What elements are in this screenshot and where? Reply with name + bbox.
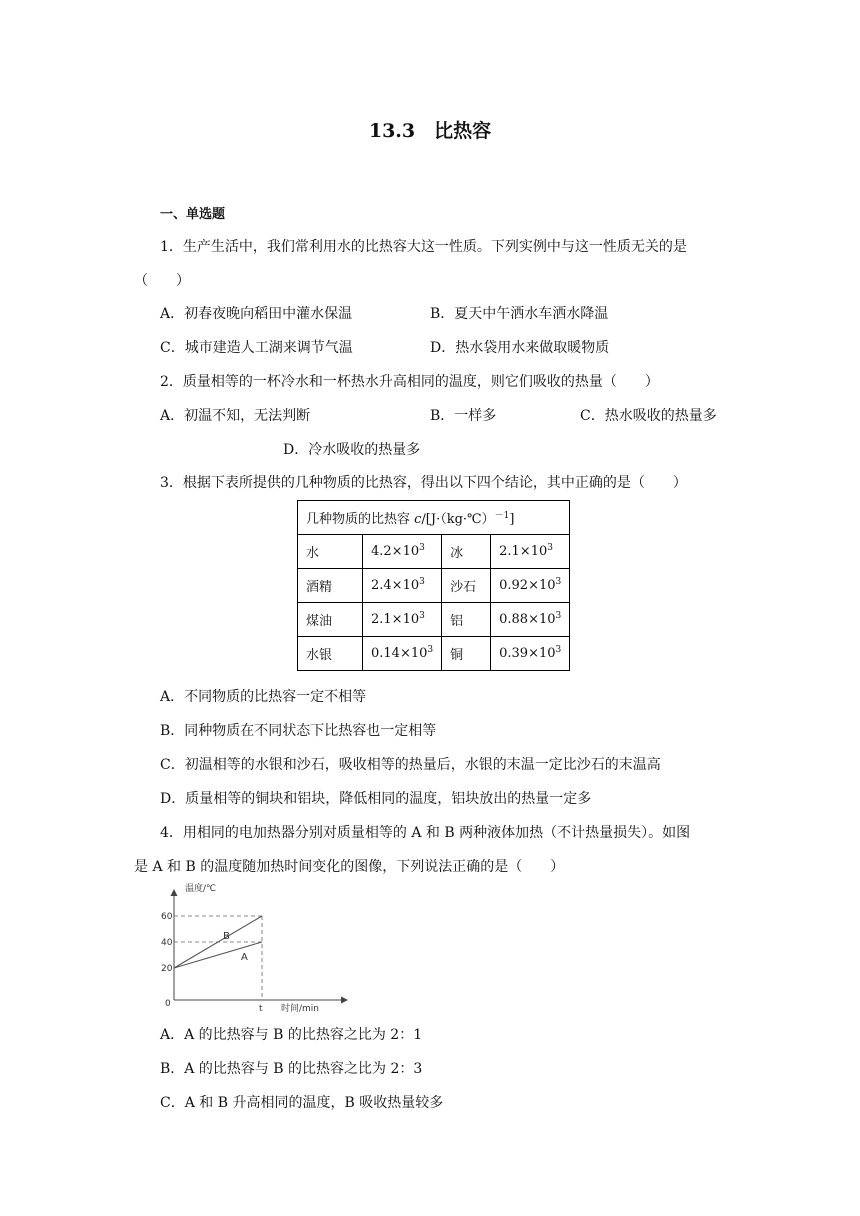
q1-option-b: B．夏天中午洒水车洒水降温 bbox=[430, 306, 609, 322]
q3-option-b: B．同种物质在不同状态下比热容也一定相等 bbox=[160, 723, 437, 739]
table-header: 几种物质的比热容 c/[J·（kg·℃）$^{-1}$] bbox=[298, 501, 570, 535]
temperature-time-graph bbox=[155, 880, 360, 1015]
table-row bbox=[298, 535, 570, 569]
q1-option-c: C．城市建造人工湖来调节气温 bbox=[160, 340, 353, 356]
y-tick-20: 20 bbox=[161, 964, 173, 974]
table-header-row bbox=[298, 501, 570, 535]
table-row bbox=[298, 569, 570, 603]
y-tick-40: 40 bbox=[161, 938, 173, 948]
table-cell: $0.14\times 10^3$ bbox=[363, 637, 442, 671]
table-row bbox=[298, 603, 570, 637]
table-cell: $2.1\times 10^3$ bbox=[363, 603, 442, 637]
q4-option-b: B．A 的比热容与 B 的比热容之比为 2：3 bbox=[160, 1061, 423, 1077]
y-tick-60: 60 bbox=[161, 912, 173, 922]
section-heading: 一、单选题 bbox=[160, 207, 226, 222]
table-cell: $0.88\times 10^3$ bbox=[491, 603, 570, 637]
q1-stem: 1．生产生活中，我们常利用水的比热容大这一性质。下列实例中与这一性质无关的是 bbox=[160, 239, 687, 255]
series-b-line bbox=[174, 916, 262, 968]
page-title: 13.3 比热容 bbox=[368, 120, 492, 142]
table-cell: 酒精 bbox=[298, 569, 363, 603]
table-cell: 沙石 bbox=[442, 569, 491, 603]
q2-stem: 2．质量相等的一杯冷水和一杯热水升高相同的温度，则它们吸收的热量（ ） bbox=[160, 374, 659, 390]
q1-paren: （ ） bbox=[134, 273, 190, 289]
series-b-label: B bbox=[223, 931, 230, 942]
table-row bbox=[298, 637, 570, 671]
table-cell: 水银 bbox=[298, 637, 363, 671]
x-axis-label: 时间/min bbox=[281, 1004, 320, 1014]
table-cell: $4.2\times 10^3$ bbox=[363, 535, 442, 569]
table-cell: 冰 bbox=[442, 535, 491, 569]
table-cell: 铝 bbox=[442, 603, 491, 637]
q2-option-b: B．一样多 bbox=[430, 408, 497, 424]
table-cell: 水 bbox=[298, 535, 363, 569]
origin-label: 0 bbox=[165, 999, 171, 1009]
q4-stem-line2: 是 A 和 B 的温度随加热时间变化的图像，下列说法正确的是（ ） bbox=[134, 859, 565, 875]
q2-option-a: A．初温不知，无法判断 bbox=[160, 408, 311, 424]
table-cell: $0.92\times 10^3$ bbox=[491, 569, 570, 603]
q3-option-c: C．初温相等的水银和沙石，吸收相等的热量后，水银的末温一定比沙石的末温高 bbox=[160, 757, 661, 773]
q3-option-a: A．不同物质的比热容一定不相等 bbox=[160, 689, 367, 705]
q1-option-a: A．初春夜晚向稻田中灌水保温 bbox=[160, 306, 353, 322]
q4-option-c: C．A 和 B 升高相同的温度，B 吸收热量较多 bbox=[160, 1095, 444, 1111]
y-axis-label: 温度/℃ bbox=[185, 884, 217, 894]
series-a-label: A bbox=[241, 952, 248, 963]
q2-option-c: C．热水吸收的热量多 bbox=[580, 408, 717, 424]
q2-option-d: D．冷水吸收的热量多 bbox=[283, 442, 421, 458]
q4-stem-line1: 4．用相同的电加热器分别对质量相等的 A 和 B 两种液体加热（不计热量损失）。如图 bbox=[160, 825, 691, 841]
x-tick-t: t bbox=[259, 1004, 263, 1014]
table-cell: 煤油 bbox=[298, 603, 363, 637]
q4-option-a: A．A 的比热容与 B 的比热容之比为 2：1 bbox=[160, 1027, 423, 1043]
table-cell: $2.4\times 10^3$ bbox=[363, 569, 442, 603]
specific-heat-table bbox=[297, 500, 570, 671]
q1-option-d: D．热水袋用水来做取暖物质 bbox=[430, 340, 610, 356]
table-cell: $2.1\times 10^3$ bbox=[491, 535, 570, 569]
table-cell: $0.39\times 10^3$ bbox=[491, 637, 570, 671]
table-cell: 铜 bbox=[442, 637, 491, 671]
q3-stem: 3．根据下表所提供的几种物质的比热容，得出以下四个结论，其中正确的是（ ） bbox=[160, 475, 687, 491]
q3-option-d: D．质量相等的铜块和铝块，降低相同的温度，铝块放出的热量一定多 bbox=[160, 791, 592, 807]
series-a-line bbox=[174, 942, 262, 968]
